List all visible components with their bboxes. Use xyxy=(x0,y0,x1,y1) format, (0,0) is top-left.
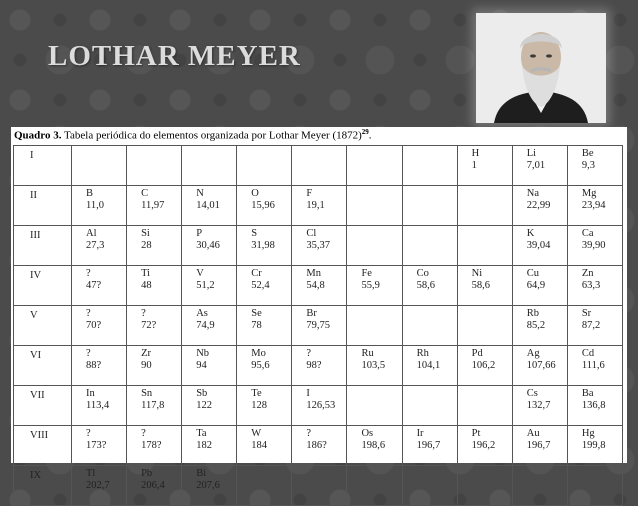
element-symbol: Ba xyxy=(581,388,594,399)
element-symbol: Pb xyxy=(141,468,153,479)
atomic-weight: 178? xyxy=(141,440,162,451)
element-cell xyxy=(292,226,347,266)
element-symbol: ? xyxy=(86,308,91,319)
element-symbol: Cd xyxy=(581,348,595,359)
atomic-weight: 186? xyxy=(306,440,327,451)
element-cell xyxy=(182,466,237,506)
element-symbol: Cl xyxy=(306,228,317,239)
element-cell xyxy=(512,226,567,266)
periodic-table-body xyxy=(14,146,623,506)
atomic-weight: 39,90 xyxy=(581,240,606,251)
element-cell xyxy=(457,426,512,466)
element-symbol: Ca xyxy=(581,228,594,239)
atomic-weight: 182 xyxy=(196,440,212,451)
element-symbol: Au xyxy=(526,428,540,439)
slide-title: LOTHAR MEYER xyxy=(48,40,301,72)
atomic-weight: 104,1 xyxy=(416,360,441,371)
atomic-weight: 47? xyxy=(86,280,102,291)
element-cell xyxy=(402,266,457,306)
element-cell xyxy=(567,226,622,266)
element-symbol: H xyxy=(471,148,480,159)
element-symbol: Ir xyxy=(416,428,424,439)
element-cell xyxy=(127,226,182,266)
element-cell xyxy=(567,386,622,426)
element-cell xyxy=(292,266,347,306)
element-symbol: B xyxy=(86,188,94,199)
table-row xyxy=(14,346,623,386)
atomic-weight: 64,9 xyxy=(526,280,546,291)
element-symbol: Ni xyxy=(471,268,483,279)
element-cell xyxy=(347,226,402,266)
element-symbol: Zr xyxy=(141,348,152,359)
atomic-weight: 39,04 xyxy=(526,240,551,251)
atomic-weight: 132,7 xyxy=(526,400,551,411)
element-symbol: Be xyxy=(581,148,594,159)
element-symbol: F xyxy=(306,188,313,199)
element-cell xyxy=(292,306,347,346)
table-caption xyxy=(14,128,372,142)
atomic-weight: 126,53 xyxy=(306,400,336,411)
element-cell xyxy=(237,466,292,506)
element-cell xyxy=(292,466,347,506)
portrait-photo xyxy=(476,13,606,123)
table-row xyxy=(14,466,623,506)
atomic-weight: 74,9 xyxy=(196,320,215,331)
element-cell xyxy=(127,266,182,306)
element-symbol: W xyxy=(251,428,262,439)
element-cell xyxy=(72,186,127,226)
atomic-weight: 117,8 xyxy=(141,400,165,411)
row-label: VII xyxy=(14,386,72,426)
element-symbol: P xyxy=(196,228,203,239)
element-symbol: Cs xyxy=(526,388,538,399)
atomic-weight: 78 xyxy=(251,320,262,331)
element-cell xyxy=(567,466,622,506)
atomic-weight: 55,9 xyxy=(361,280,380,291)
atomic-weight: 31,98 xyxy=(251,240,275,251)
atomic-weight: 196,2 xyxy=(471,440,496,451)
element-cell xyxy=(457,146,512,186)
element-symbol: Zn xyxy=(581,268,594,279)
element-symbol: Al xyxy=(86,228,97,239)
atomic-weight: 206,4 xyxy=(141,480,165,491)
element-cell xyxy=(457,186,512,226)
element-cell xyxy=(402,386,457,426)
element-symbol: V xyxy=(196,268,204,279)
element-cell xyxy=(347,186,402,226)
atomic-weight: 196,7 xyxy=(526,440,551,451)
element-symbol: Li xyxy=(526,148,537,159)
atomic-weight: 94 xyxy=(196,360,207,371)
atomic-weight: 54,8 xyxy=(306,280,325,291)
atomic-weight: 106,2 xyxy=(471,360,496,371)
element-symbol: Ru xyxy=(361,348,374,359)
atomic-weight: 79,75 xyxy=(306,320,330,331)
element-cell xyxy=(72,386,127,426)
row-label: IX xyxy=(14,466,72,506)
atomic-weight: 184 xyxy=(251,440,268,451)
element-cell xyxy=(292,186,347,226)
element-cell xyxy=(182,146,237,186)
element-cell xyxy=(182,226,237,266)
table-row xyxy=(14,426,623,466)
element-symbol: Co xyxy=(416,268,429,279)
element-cell xyxy=(347,466,402,506)
atomic-weight: 128 xyxy=(251,400,268,411)
element-cell xyxy=(182,266,237,306)
element-symbol: K xyxy=(526,228,535,239)
atomic-weight: 52,4 xyxy=(251,280,270,291)
element-symbol: ? xyxy=(86,348,91,359)
element-symbol: As xyxy=(196,308,208,319)
atomic-weight: 51,2 xyxy=(196,280,215,291)
element-symbol: Cu xyxy=(526,268,540,279)
atomic-weight: 122 xyxy=(196,400,212,411)
element-cell xyxy=(567,346,622,386)
element-cell xyxy=(512,306,567,346)
atomic-weight: 85,2 xyxy=(526,320,546,331)
element-symbol: I xyxy=(306,388,310,399)
element-cell xyxy=(182,386,237,426)
table-row xyxy=(14,226,623,266)
atomic-weight: 98? xyxy=(306,360,322,371)
atomic-weight: 196,7 xyxy=(416,440,441,451)
element-cell xyxy=(567,266,622,306)
element-symbol: Mo xyxy=(251,348,266,359)
element-cell xyxy=(402,466,457,506)
element-symbol: Br xyxy=(306,308,317,319)
element-symbol: Ta xyxy=(196,428,207,439)
element-cell xyxy=(402,146,457,186)
element-symbol: Rh xyxy=(416,348,429,359)
element-cell xyxy=(457,386,512,426)
element-symbol: Ti xyxy=(141,268,151,279)
element-cell xyxy=(72,266,127,306)
element-symbol: N xyxy=(196,188,204,199)
row-label: I xyxy=(14,146,72,186)
element-symbol: Na xyxy=(526,188,539,199)
atomic-weight: 107,66 xyxy=(526,360,556,371)
atomic-weight: 15,96 xyxy=(251,200,275,211)
row-label: VIII xyxy=(14,426,72,466)
table-row xyxy=(14,186,623,226)
element-symbol: S xyxy=(251,228,258,239)
atomic-weight: 28 xyxy=(141,240,152,251)
element-cell xyxy=(402,306,457,346)
element-symbol: Sn xyxy=(141,388,153,399)
element-cell xyxy=(237,306,292,346)
atomic-weight: 87,2 xyxy=(581,320,601,331)
table-row xyxy=(14,146,623,186)
row-label: IV xyxy=(14,266,72,306)
element-symbol: ? xyxy=(141,428,146,439)
atomic-weight: 111,6 xyxy=(581,360,605,371)
element-cell xyxy=(127,186,182,226)
element-symbol: Bi xyxy=(196,468,207,479)
table-row xyxy=(14,306,623,346)
atomic-weight: 22,99 xyxy=(526,200,551,211)
element-symbol: ? xyxy=(86,428,91,439)
element-cell xyxy=(292,426,347,466)
element-symbol: Mn xyxy=(306,268,321,279)
element-cell xyxy=(127,346,182,386)
element-symbol: O xyxy=(251,188,259,199)
atomic-weight: 19,1 xyxy=(306,200,325,211)
caption-reference: 29 xyxy=(361,128,369,136)
element-cell xyxy=(237,186,292,226)
atomic-weight: 199,8 xyxy=(581,440,606,451)
atomic-weight: 1 xyxy=(471,160,477,171)
element-symbol: Si xyxy=(141,228,150,239)
element-symbol: In xyxy=(86,388,95,399)
element-cell xyxy=(567,146,622,186)
element-cell xyxy=(402,346,457,386)
row-label: III xyxy=(14,226,72,266)
element-cell xyxy=(512,426,567,466)
element-cell xyxy=(72,466,127,506)
element-cell xyxy=(237,386,292,426)
element-cell xyxy=(127,146,182,186)
element-cell xyxy=(237,346,292,386)
element-symbol: ? xyxy=(306,428,312,439)
element-cell xyxy=(347,426,402,466)
element-cell xyxy=(512,146,567,186)
periodic-table-panel xyxy=(11,127,627,491)
element-symbol: ? xyxy=(306,348,312,359)
element-cell xyxy=(72,226,127,266)
caption-period: . xyxy=(368,129,372,142)
element-cell xyxy=(402,226,457,266)
element-cell xyxy=(182,306,237,346)
element-symbol: ? xyxy=(86,268,91,279)
atomic-weight: 58,6 xyxy=(416,280,435,291)
element-cell xyxy=(347,386,402,426)
element-cell xyxy=(512,386,567,426)
element-cell xyxy=(237,426,292,466)
element-cell xyxy=(347,146,402,186)
atomic-weight: 63,3 xyxy=(581,280,601,291)
element-cell xyxy=(182,186,237,226)
element-symbol: Sr xyxy=(581,308,592,319)
element-cell xyxy=(127,426,182,466)
element-cell xyxy=(567,186,622,226)
element-cell xyxy=(567,426,622,466)
element-cell xyxy=(347,266,402,306)
element-symbol: Sb xyxy=(196,388,208,399)
element-cell xyxy=(457,346,512,386)
table-row xyxy=(14,266,623,306)
element-symbol: Mg xyxy=(581,188,597,199)
row-label: V xyxy=(14,306,72,346)
atomic-weight: 72? xyxy=(141,320,157,331)
caption-text: Tabela periódica do elementos organizada por Lothar Meyer (1872) xyxy=(64,129,362,142)
atomic-weight: 136,8 xyxy=(581,400,606,411)
element-symbol: Se xyxy=(251,308,262,319)
atomic-weight: 70? xyxy=(86,320,102,331)
atomic-weight: 88? xyxy=(86,360,102,371)
element-symbol: Rb xyxy=(526,308,540,319)
element-cell xyxy=(237,266,292,306)
element-cell xyxy=(127,306,182,346)
element-cell xyxy=(182,346,237,386)
atomic-weight: 173? xyxy=(86,440,107,451)
element-symbol: Te xyxy=(251,388,262,399)
element-cell xyxy=(72,346,127,386)
element-cell xyxy=(347,346,402,386)
row-label: VI xyxy=(14,346,72,386)
element-cell xyxy=(347,306,402,346)
element-cell xyxy=(237,226,292,266)
atomic-weight: 202,7 xyxy=(86,480,110,491)
element-cell xyxy=(72,426,127,466)
element-symbol: Tl xyxy=(86,468,96,479)
element-symbol: Pt xyxy=(471,428,481,439)
element-cell xyxy=(292,146,347,186)
element-symbol: Pd xyxy=(471,348,483,359)
element-cell xyxy=(292,346,347,386)
element-cell xyxy=(237,146,292,186)
element-symbol: Cr xyxy=(251,268,262,279)
element-cell xyxy=(292,386,347,426)
element-cell xyxy=(72,306,127,346)
element-symbol: ? xyxy=(141,308,146,319)
element-cell xyxy=(457,226,512,266)
atomic-weight: 90 xyxy=(141,360,152,371)
element-cell xyxy=(182,426,237,466)
atomic-weight: 35,37 xyxy=(306,240,330,251)
table-row xyxy=(14,386,623,426)
atomic-weight: 9,3 xyxy=(581,160,595,171)
element-symbol: Hg xyxy=(581,428,595,439)
atomic-weight: 198,6 xyxy=(361,440,386,451)
element-cell xyxy=(402,186,457,226)
element-cell xyxy=(457,306,512,346)
element-cell xyxy=(457,266,512,306)
element-cell xyxy=(512,466,567,506)
atomic-weight: 14,01 xyxy=(196,200,220,211)
element-symbol: Os xyxy=(361,428,374,439)
element-cell xyxy=(72,146,127,186)
atomic-weight: 23,94 xyxy=(581,200,606,211)
element-cell xyxy=(512,186,567,226)
atomic-weight: 30,46 xyxy=(196,240,220,251)
row-label: II xyxy=(14,186,72,226)
element-symbol: C xyxy=(141,188,149,199)
element-symbol: Fe xyxy=(361,268,372,279)
element-symbol: Nb xyxy=(196,348,210,359)
element-cell xyxy=(512,266,567,306)
element-symbol: Ag xyxy=(526,348,540,359)
element-cell xyxy=(512,346,567,386)
atomic-weight: 48 xyxy=(141,280,152,291)
element-cell xyxy=(402,426,457,466)
atomic-weight: 58,6 xyxy=(471,280,491,291)
atomic-weight: 207,6 xyxy=(196,480,220,491)
atomic-weight: 95,6 xyxy=(251,360,270,371)
atomic-weight: 11,97 xyxy=(141,200,165,211)
periodic-table xyxy=(13,145,623,506)
element-cell xyxy=(457,466,512,506)
caption-label: Quadro 3. xyxy=(14,129,62,142)
atomic-weight: 103,5 xyxy=(361,360,386,371)
atomic-weight: 11,0 xyxy=(86,200,104,211)
atomic-weight: 27,3 xyxy=(86,240,105,251)
atomic-weight: 7,01 xyxy=(526,160,546,171)
element-cell xyxy=(127,386,182,426)
atomic-weight: 113,4 xyxy=(86,400,110,411)
element-cell xyxy=(127,466,182,506)
element-cell xyxy=(567,306,622,346)
